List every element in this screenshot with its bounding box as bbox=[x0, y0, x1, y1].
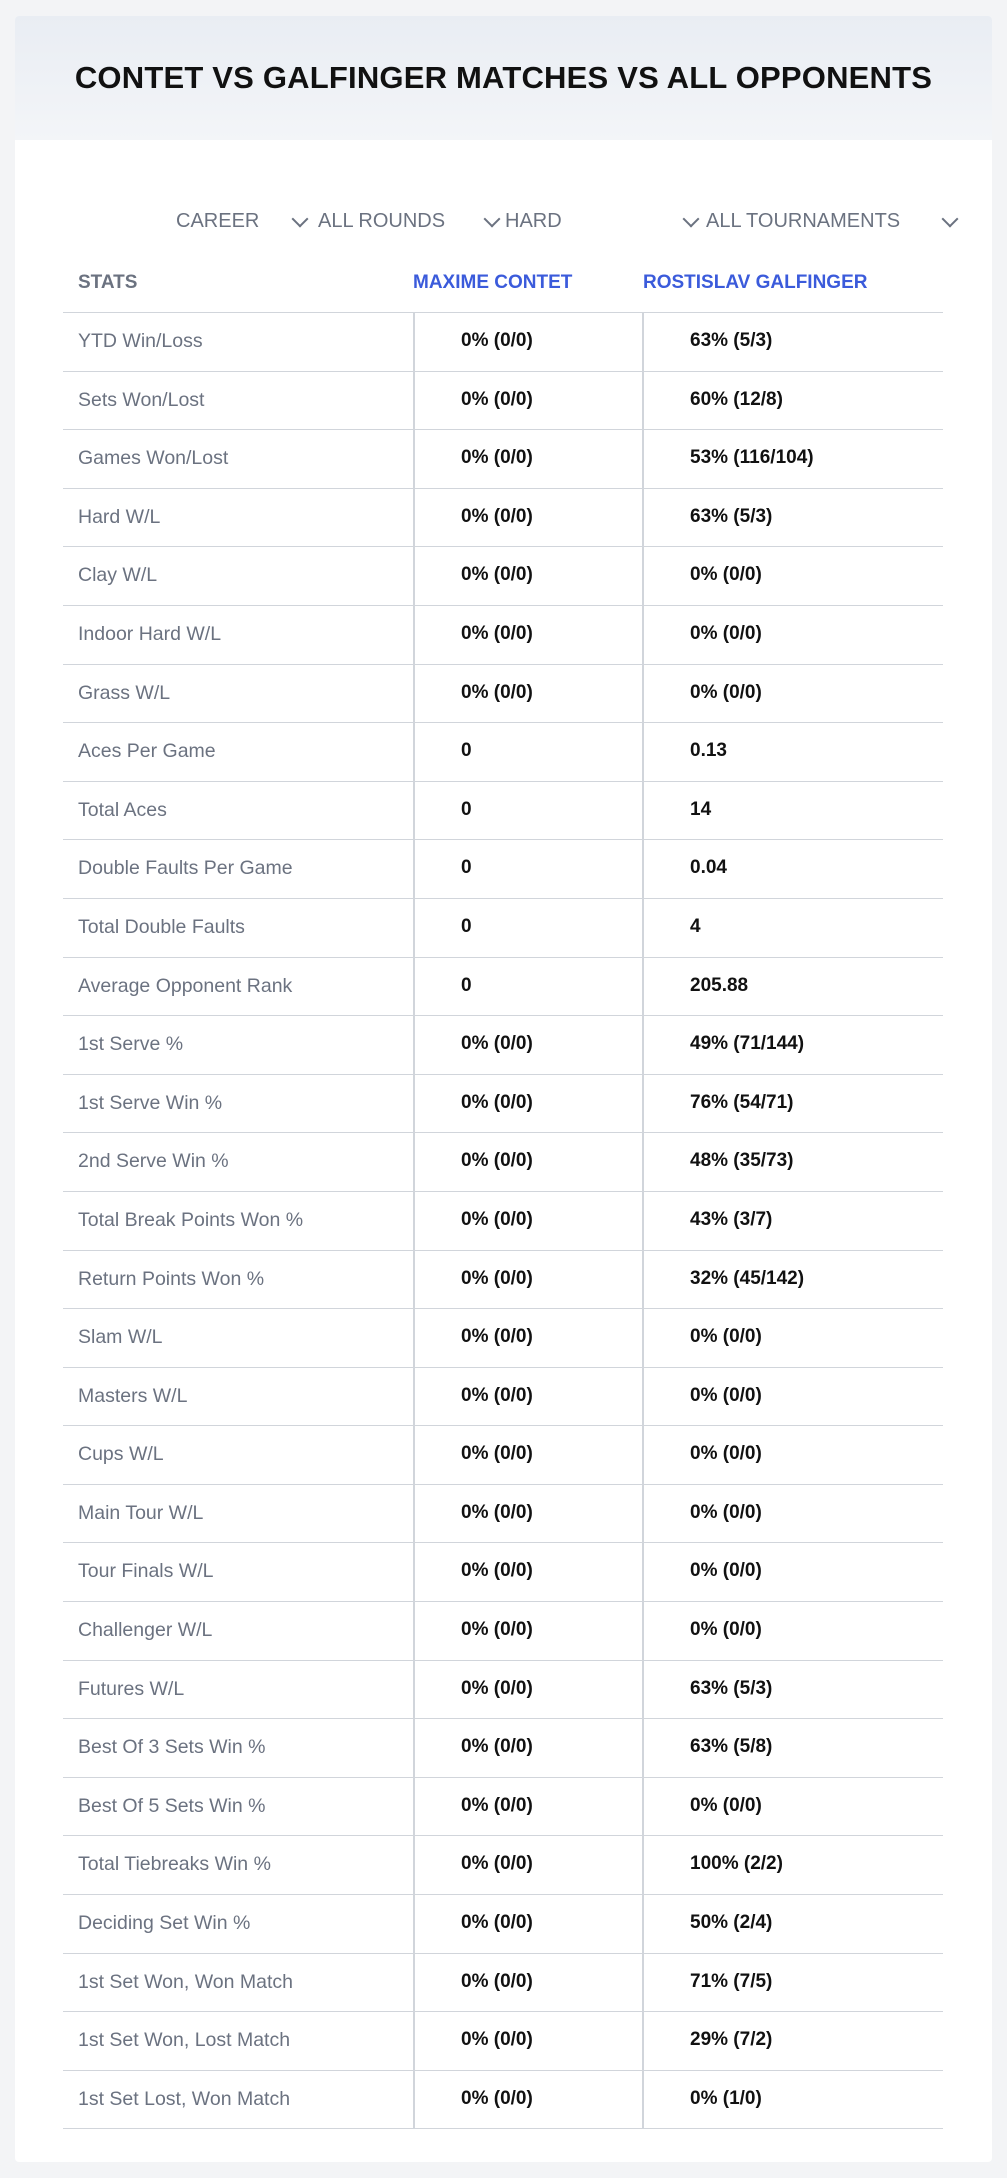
stat-label: 1st Set Won, Won Match bbox=[78, 1970, 293, 1993]
column-divider bbox=[413, 1192, 415, 1250]
table-row bbox=[63, 1016, 943, 1075]
player1-value: 0 bbox=[461, 857, 472, 879]
player2-value: 50% (2/4) bbox=[690, 1912, 773, 1934]
column-divider bbox=[642, 372, 644, 430]
column-divider bbox=[642, 1192, 644, 1250]
player1-value: 0% (0/0) bbox=[461, 1208, 533, 1230]
player2-value: 32% (45/142) bbox=[690, 1267, 805, 1289]
stat-label: 1st Set Won, Lost Match bbox=[78, 2029, 291, 2052]
player1-value: 0% (0/0) bbox=[461, 1677, 533, 1699]
table-row bbox=[63, 958, 943, 1017]
player2-value: 71% (7/5) bbox=[690, 1970, 773, 1992]
chevron-down-icon bbox=[484, 211, 501, 228]
player2-value: 49% (71/144) bbox=[690, 1033, 805, 1055]
stat-label: Challenger W/L bbox=[78, 1619, 213, 1642]
player1-value: 0% (0/0) bbox=[461, 1560, 533, 1582]
chevron-down-icon bbox=[683, 211, 700, 228]
column-divider bbox=[413, 489, 415, 547]
stat-label: Tour Finals W/L bbox=[78, 1560, 214, 1583]
table-row bbox=[63, 1426, 943, 1485]
stat-label: 1st Serve Win % bbox=[78, 1091, 223, 1114]
column-divider bbox=[642, 2012, 644, 2070]
player1-value: 0% (0/0) bbox=[461, 388, 533, 410]
player2-value: 63% (5/8) bbox=[690, 1736, 773, 1758]
player2-value: 0% (0/0) bbox=[690, 564, 762, 586]
table-row bbox=[63, 1251, 943, 1310]
column-divider bbox=[642, 606, 644, 664]
player1-link[interactable]: MAXIME CONTET bbox=[413, 272, 573, 293]
column-divider bbox=[642, 723, 644, 781]
column-divider bbox=[413, 782, 415, 840]
stats-card bbox=[15, 16, 992, 2162]
stat-label: Grass W/L bbox=[78, 681, 171, 704]
tournament-select-value: ALL TOURNAMENTS bbox=[706, 209, 901, 232]
column-divider bbox=[413, 1426, 415, 1484]
column-divider bbox=[642, 1426, 644, 1484]
table-row bbox=[63, 489, 943, 548]
period-select-value: CAREER bbox=[176, 209, 260, 232]
column-divider bbox=[642, 1719, 644, 1777]
player2-value: 14 bbox=[690, 798, 712, 820]
column-divider bbox=[413, 1075, 415, 1133]
column-divider bbox=[413, 1309, 415, 1367]
table-row bbox=[63, 547, 943, 606]
player1-value: 0% (0/0) bbox=[461, 1619, 533, 1641]
column-divider bbox=[642, 1778, 644, 1836]
column-divider bbox=[642, 1133, 644, 1191]
player2-value: 0% (1/0) bbox=[690, 2087, 762, 2109]
column-divider bbox=[642, 313, 644, 371]
column-divider bbox=[642, 2071, 644, 2129]
table-row bbox=[63, 1719, 943, 1778]
player1-value: 0% (0/0) bbox=[461, 330, 533, 351]
column-divider bbox=[642, 1543, 644, 1601]
column-divider bbox=[413, 1543, 415, 1601]
player2-value: 0% (0/0) bbox=[690, 1619, 762, 1641]
column-divider bbox=[642, 1016, 644, 1074]
column-divider bbox=[413, 1778, 415, 1836]
table-row bbox=[63, 430, 943, 489]
stat-label: Masters W/L bbox=[78, 1384, 188, 1407]
column-divider bbox=[642, 1602, 644, 1660]
player1-value: 0% (0/0) bbox=[461, 1150, 533, 1172]
stat-label: YTD Win/Loss bbox=[78, 330, 203, 352]
player2-value: 63% (5/3) bbox=[690, 505, 773, 527]
table-row bbox=[63, 1075, 943, 1134]
table-row bbox=[63, 1778, 943, 1837]
player1-value: 0% (0/0) bbox=[461, 1853, 533, 1875]
player2-value: 0% (0/0) bbox=[690, 1794, 762, 1816]
column-divider bbox=[642, 782, 644, 840]
tournament-select[interactable] bbox=[706, 186, 956, 256]
column-divider bbox=[642, 547, 644, 605]
player1-value: 0% (0/0) bbox=[461, 564, 533, 586]
player1-value: 0% (0/0) bbox=[461, 2029, 533, 2051]
column-divider bbox=[413, 313, 415, 371]
table-row bbox=[63, 2012, 943, 2071]
stat-label: Clay W/L bbox=[78, 564, 158, 587]
table-row bbox=[63, 1309, 943, 1368]
player1-value: 0 bbox=[461, 974, 472, 996]
column-divider bbox=[413, 372, 415, 430]
player1-value: 0% (0/0) bbox=[461, 1326, 533, 1348]
player2-value: 76% (54/71) bbox=[690, 1091, 794, 1113]
table-row bbox=[63, 1192, 943, 1251]
player2-value: 0.13 bbox=[690, 740, 727, 762]
stat-label: Total Break Points Won % bbox=[78, 1208, 304, 1231]
column-divider bbox=[642, 430, 644, 488]
period-select[interactable] bbox=[176, 186, 306, 256]
stat-label: Double Faults Per Game bbox=[78, 857, 293, 880]
stat-label: Average Opponent Rank bbox=[78, 974, 293, 997]
player2-value: 53% (116/104) bbox=[690, 447, 814, 469]
column-divider bbox=[642, 958, 644, 1016]
player1-value: 0% (0/0) bbox=[461, 447, 533, 469]
player2-value: 63% (5/3) bbox=[690, 330, 773, 351]
stat-label: 2nd Serve Win % bbox=[78, 1150, 229, 1173]
filter-bar bbox=[15, 186, 992, 256]
stat-label: Sets Won/Lost bbox=[78, 388, 205, 411]
table-row bbox=[63, 313, 943, 372]
player1-value: 0% (0/0) bbox=[461, 1033, 533, 1055]
player2-value: 0% (0/0) bbox=[690, 1560, 762, 1582]
column-divider bbox=[642, 1836, 644, 1894]
table-row bbox=[63, 1661, 943, 1720]
table-row bbox=[63, 1543, 943, 1602]
table-row bbox=[63, 1895, 943, 1954]
column-divider bbox=[413, 2012, 415, 2070]
round-select[interactable] bbox=[318, 186, 498, 256]
round-select-value: ALL ROUNDS bbox=[318, 209, 446, 232]
column-divider bbox=[413, 1661, 415, 1719]
stat-label: Hard W/L bbox=[78, 505, 161, 528]
table-header bbox=[63, 252, 943, 313]
column-divider bbox=[413, 958, 415, 1016]
player1-value: 0 bbox=[461, 915, 472, 937]
column-divider bbox=[413, 840, 415, 898]
page-header bbox=[15, 16, 992, 140]
stat-label: 1st Serve % bbox=[78, 1033, 184, 1056]
table-row bbox=[63, 723, 943, 782]
player1-value: 0% (0/0) bbox=[461, 1501, 533, 1523]
stats-column-header: STATS bbox=[78, 272, 138, 293]
player2-value: 0% (0/0) bbox=[690, 1384, 762, 1406]
table-row bbox=[63, 1954, 943, 2013]
column-divider bbox=[642, 1895, 644, 1953]
stat-label: Total Double Faults bbox=[78, 915, 245, 938]
player2-value: 0% (0/0) bbox=[690, 622, 762, 644]
player2-value: 205.88 bbox=[690, 974, 749, 996]
player1-value: 0% (0/0) bbox=[461, 1912, 533, 1934]
player2-value: 60% (12/8) bbox=[690, 388, 783, 410]
player1-value: 0% (0/0) bbox=[461, 1384, 533, 1406]
column-divider bbox=[642, 1075, 644, 1133]
column-divider bbox=[642, 665, 644, 723]
page-title: CONTET VS GALFINGER MATCHES VS ALL OPPONENTS bbox=[74, 60, 933, 95]
player1-value: 0% (0/0) bbox=[461, 1736, 533, 1758]
column-divider bbox=[642, 840, 644, 898]
stat-label: Cups W/L bbox=[78, 1443, 164, 1466]
column-divider bbox=[413, 1251, 415, 1309]
player2-value: 29% (7/2) bbox=[690, 2029, 773, 2051]
player1-value: 0% (0/0) bbox=[461, 622, 533, 644]
column-divider bbox=[642, 489, 644, 547]
column-divider bbox=[413, 606, 415, 664]
stat-label: Best Of 3 Sets Win % bbox=[78, 1736, 266, 1759]
stat-label: Futures W/L bbox=[78, 1677, 185, 1700]
column-divider bbox=[413, 665, 415, 723]
player1-value: 0% (0/0) bbox=[461, 681, 533, 703]
stat-label: Total Aces bbox=[78, 798, 167, 821]
player2-value: 0% (0/0) bbox=[690, 1443, 762, 1465]
column-divider bbox=[642, 1485, 644, 1543]
column-divider bbox=[413, 1954, 415, 2012]
player2-value: 43% (3/7) bbox=[690, 1208, 773, 1230]
column-divider bbox=[413, 1485, 415, 1543]
player2-link[interactable]: ROSTISLAV GALFINGER bbox=[643, 272, 868, 293]
stats-table bbox=[63, 252, 943, 2129]
table-row bbox=[63, 899, 943, 958]
player1-value: 0 bbox=[461, 740, 472, 762]
table-row bbox=[63, 606, 943, 665]
stat-label: Deciding Set Win % bbox=[78, 1912, 251, 1935]
stat-label: Total Tiebreaks Win % bbox=[78, 1853, 271, 1876]
player1-value: 0% (0/0) bbox=[461, 1794, 533, 1816]
stat-label: Indoor Hard W/L bbox=[78, 622, 222, 645]
player1-value: 0% (0/0) bbox=[461, 505, 533, 527]
column-divider bbox=[413, 1016, 415, 1074]
table-row bbox=[63, 1133, 943, 1192]
stat-label: 1st Set Lost, Won Match bbox=[78, 2087, 291, 2110]
table-body bbox=[63, 313, 943, 2129]
column-divider bbox=[413, 430, 415, 488]
column-divider bbox=[642, 899, 644, 957]
column-divider bbox=[413, 1602, 415, 1660]
player2-value: 0% (0/0) bbox=[690, 1326, 762, 1348]
stat-label: Main Tour W/L bbox=[78, 1501, 204, 1524]
table-row bbox=[63, 1368, 943, 1427]
table-row bbox=[63, 2071, 943, 2130]
chevron-down-icon bbox=[942, 211, 959, 228]
player2-value: 0.04 bbox=[690, 857, 727, 879]
player2-value: 48% (35/73) bbox=[690, 1150, 794, 1172]
player1-value: 0% (0/0) bbox=[461, 1970, 533, 1992]
table-row bbox=[63, 665, 943, 724]
column-divider bbox=[413, 1895, 415, 1953]
stat-label: Return Points Won % bbox=[78, 1267, 265, 1290]
column-divider bbox=[413, 899, 415, 957]
stat-label: Slam W/L bbox=[78, 1326, 163, 1349]
column-divider bbox=[413, 2071, 415, 2129]
surface-select-value: HARD bbox=[505, 209, 562, 232]
column-divider bbox=[413, 1133, 415, 1191]
column-divider bbox=[413, 547, 415, 605]
player2-value: 0% (0/0) bbox=[690, 681, 762, 703]
table-row bbox=[63, 1602, 943, 1661]
stat-label: Games Won/Lost bbox=[78, 447, 229, 470]
player2-value: 100% (2/2) bbox=[690, 1853, 783, 1875]
column-divider bbox=[413, 723, 415, 781]
table-row bbox=[63, 1485, 943, 1544]
column-divider bbox=[413, 1836, 415, 1894]
player2-value: 63% (5/3) bbox=[690, 1677, 773, 1699]
player2-value: 4 bbox=[690, 915, 701, 937]
table-row bbox=[63, 840, 943, 899]
player2-value: 0% (0/0) bbox=[690, 1501, 762, 1523]
player1-value: 0% (0/0) bbox=[461, 1267, 533, 1289]
table-row bbox=[63, 1836, 943, 1895]
column-divider bbox=[642, 1954, 644, 2012]
column-divider bbox=[642, 1309, 644, 1367]
stat-label: Aces Per Game bbox=[78, 740, 216, 763]
column-divider bbox=[642, 1251, 644, 1309]
chevron-down-icon bbox=[292, 211, 309, 228]
column-divider bbox=[642, 1661, 644, 1719]
table-row bbox=[63, 372, 943, 431]
player1-value: 0 bbox=[461, 798, 472, 820]
player1-value: 0% (0/0) bbox=[461, 1443, 533, 1465]
player1-value: 0% (0/0) bbox=[461, 2087, 533, 2109]
column-divider bbox=[413, 1368, 415, 1426]
table-row bbox=[63, 782, 943, 841]
stat-label: Best Of 5 Sets Win % bbox=[78, 1794, 266, 1817]
player1-value: 0% (0/0) bbox=[461, 1091, 533, 1113]
surface-select[interactable] bbox=[505, 186, 697, 256]
column-divider bbox=[413, 1719, 415, 1777]
column-divider bbox=[642, 1368, 644, 1426]
